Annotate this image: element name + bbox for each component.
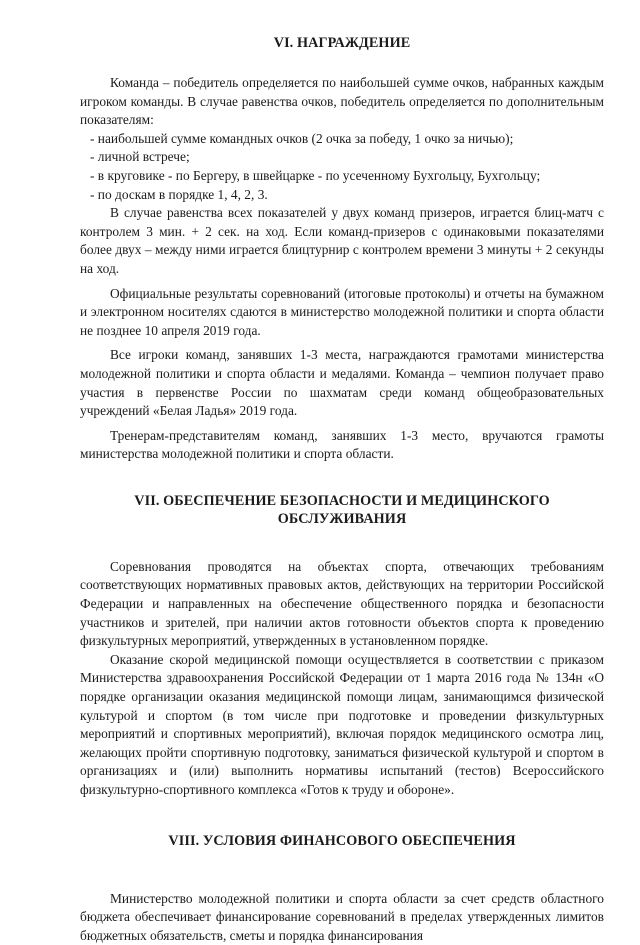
section-7-paragraph-1: Соревнования проводятся на объектах спорта, отвечающих требованиям соответствующих нормативных правовых актов, действующих на территории Российской Федерации и направленных на обеспечение общественного порядка и безопасности участников и зрителей, при наличии актов готовности объектов спорта к проведению физкультурных мероприятий, утвержденных в установленном порядке. <box>80 558 604 649</box>
section-8-paragraph-1: Министерство молодежной политики и спорта области за счет средств областного бюджета обеспечивает финансирование соревнований в пределах утвержденных лимитов бюджетных обязательств, сметы и порядка финансирования <box>80 890 604 943</box>
section-6-paragraph-2: В случае равенства всех показателей у двух команд призеров, играется блиц-матч с контролем 3 мин. + 2 сек. на ход. Если команд-призеров с одинаковыми показателями более двух – между ними играется блицтурнир с контролем времени 3 минуты + 2 секунды на ход. <box>80 205 604 276</box>
section-7-paragraph-2: Оказание скорой медицинской помощи осуществляется в соответствии с приказом Министерства здравоохранения Российской Федерации от 1 марта 2016 года № 134н «О порядке организации оказания медицинской помощи лицам, занимающимся физической культурой и спортом (в том числе при подготовке и проведении физкультурных мероприятий и спортивных мероприятий), включая порядок медицинского осмотра лиц, желающих пройти спортивную подготовку, заниматься физической культурой и спортом в организациях и (или) выполнить нормативы испытаний (тестов) Всероссийского физкультурно-спортивного комплекса «Готов к труду и обороне». <box>80 651 604 797</box>
list-item: - наибольшей сумме командных очков (2 очка за победу, 1 очко за ничью); <box>90 130 514 146</box>
list-item: - в круговике - по Бергеру, в швейцарке - по усеченному Бухгольцу, Бухгольцу; <box>90 167 541 183</box>
list-item: - личной встрече; <box>90 149 190 165</box>
section-7-title-line-1: VII. ОБЕСПЕЧЕНИЕ БЕЗОПАСНОСТИ И МЕДИЦИНСКОГО <box>134 492 550 509</box>
section-6-paragraph-5: Тренерам-представителям команд, занявших 1-3 место, вручаются грамоты министерства молодежной политики и спорта области. <box>80 427 604 462</box>
section-6-paragraph-3: Официальные результаты соревнований (итоговые протоколы) и отчеты на бумажном и электронном носителях сдаются в министерство молодежной политики и спорта области не позднее 10 апреля 2019 года. <box>80 285 604 338</box>
list-item: - по доскам в порядке 1, 4, 2, 3. <box>90 186 268 202</box>
section-6-paragraph-4: Все игроки команд, занявших 1-3 места, награждаются грамотами министерства молодежной политики и спорта области и медалями. Команда – чемпион получает право участия в первенстве России по шахматам среди команд общеобразовательных учреждений «Белая Ладья» 2019 года. <box>80 347 604 419</box>
section-6-criteria-list <box>80 130 604 204</box>
section-6-paragraph-1: Команда – победитель определяется по наибольшей сумме очков, набранных каждым игроком команды. В случае равенства очков, победитель определяется по дополнительным показателям: <box>80 75 604 128</box>
section-6-title: VI. НАГРАЖДЕНИЕ <box>273 35 411 51</box>
section-7-title-line-2: ОБСЛУЖИВАНИЯ <box>277 510 407 527</box>
section-8-title: VIII. УСЛОВИЯ ФИНАНСОВОГО ОБЕСПЕЧЕНИЯ <box>168 832 516 849</box>
